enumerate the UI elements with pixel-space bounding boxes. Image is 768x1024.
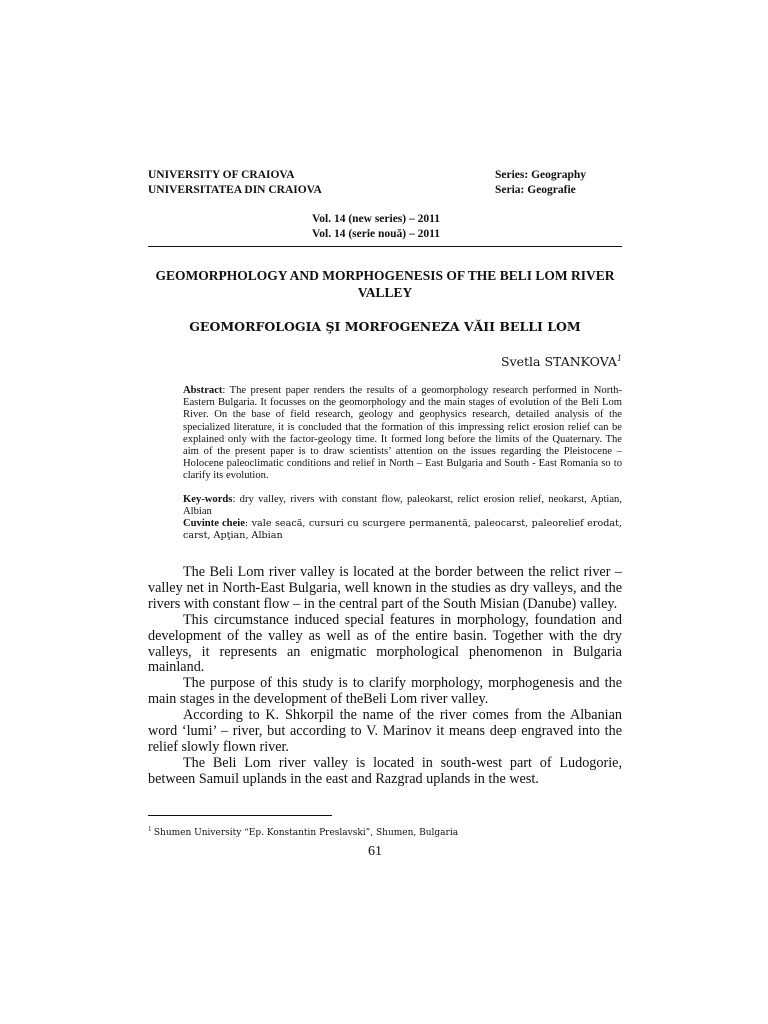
keywords-text: : dry valley, rivers with constant flow, paleokarst, relict erosion relief, neokarst, Aptian, Albian xyxy=(183,493,622,517)
journal-series xyxy=(495,168,586,198)
body-paragraph: According to K. Shkorpil the name of the river comes from the Albanian word ‘lumi’ – river, but according to V. Marinov it means deep engraved into the relief slowly flown river. xyxy=(148,707,622,755)
journal-university xyxy=(148,168,322,198)
journal-volume xyxy=(312,212,440,242)
paper-title-ro: GEOMORFOLOGIA ŞI MORFOGENEZA VĂII BELLI LOM xyxy=(189,319,581,334)
header-divider xyxy=(148,246,622,247)
keywords-ro-label: Cuvinte cheie xyxy=(183,518,245,530)
body-paragraph: The purpose of this study is to clarify morphology, morphogenesis and the main stages in the development of theBeli Lom river valley. xyxy=(148,675,622,708)
footnote-mark: 1 xyxy=(148,825,152,833)
body-text xyxy=(148,565,622,788)
body-paragraph: The Beli Lom river valley is located at the border between the relict river – valley net in North-East Bulgaria, well known in the studies as dry valleys, and the rivers with constant flow – in the central part of the South Misian (Danube) valley. xyxy=(148,564,622,612)
keywords-label: Key-words xyxy=(183,493,233,505)
keywords-paragraph xyxy=(183,494,622,518)
abstract-text: : The present paper renders the results of a geomorphology research performed in North-Eastern Bulgaria. It focusses on the geomorphology and the main stages of evolution of the Beli Lom River. On the base of field research, geology and geophysics research, detailed analysis of the specialized literature, it is concluded that the formation of this impressing relict erosion relief can be explained only with the factor-geology time. It formed long before the limits of the Quaternary. The aim of the present paper is to draw scientists’ attention on the issues regarding the Pleistocene – Holocene paleoclimatic conditions and relief in North – East Bulgaria and South - East Romania so to clarify its evolution. xyxy=(183,385,622,482)
author-line xyxy=(501,350,622,371)
body-paragraph: This circumstance induced special features in morphology, foundation and development of the valley as well as of the entire basin. Together with the dry valleys, it represents an enigmatic morphological phenomenon in Bulgaria mainland. xyxy=(148,611,622,676)
series-en: Series: Geography xyxy=(495,169,587,181)
series-ro: Seria: Geografie xyxy=(495,184,576,196)
keywords-ro-paragraph xyxy=(183,518,622,542)
author-name: Svetla STANKOVA xyxy=(501,354,617,370)
abstract-paragraph xyxy=(183,385,622,483)
abstract-label: Abstract xyxy=(183,385,223,396)
footnote-text: Shumen University “Ep. Konstantin Preslavski”, Shumen, Bulgaria xyxy=(153,828,459,839)
footnote xyxy=(148,823,458,839)
author-footnote-mark: 1 xyxy=(616,354,622,363)
university-name-ro: UNIVERSITATEA DIN CRAIOVA xyxy=(148,184,322,196)
paper-title-en: GEOMORPHOLOGY AND MORPHOGENESIS OF THE BELI LOM RIVER VALLEY xyxy=(155,268,615,300)
volume-ro: Vol. 14 (serie nouă) – 2011 xyxy=(312,228,440,240)
abstract-block xyxy=(183,385,622,542)
university-name-en: UNIVERSITY OF CRAIOVA xyxy=(148,169,295,181)
page-number: 61 xyxy=(368,844,382,859)
body-paragraph: The Beli Lom river valley is located in south-west part of Ludogorie, between Samuil uplands in the east and Razgrad uplands in the west. xyxy=(148,754,622,787)
volume-en: Vol. 14 (new series) – 2011 xyxy=(312,213,440,225)
footnote-divider xyxy=(148,815,332,816)
keywords-ro-text: : vale seacă, cursuri cu scurgere permanentă, paleocarst, paleorelief erodat, carst, Apţian, Albian xyxy=(183,518,622,542)
